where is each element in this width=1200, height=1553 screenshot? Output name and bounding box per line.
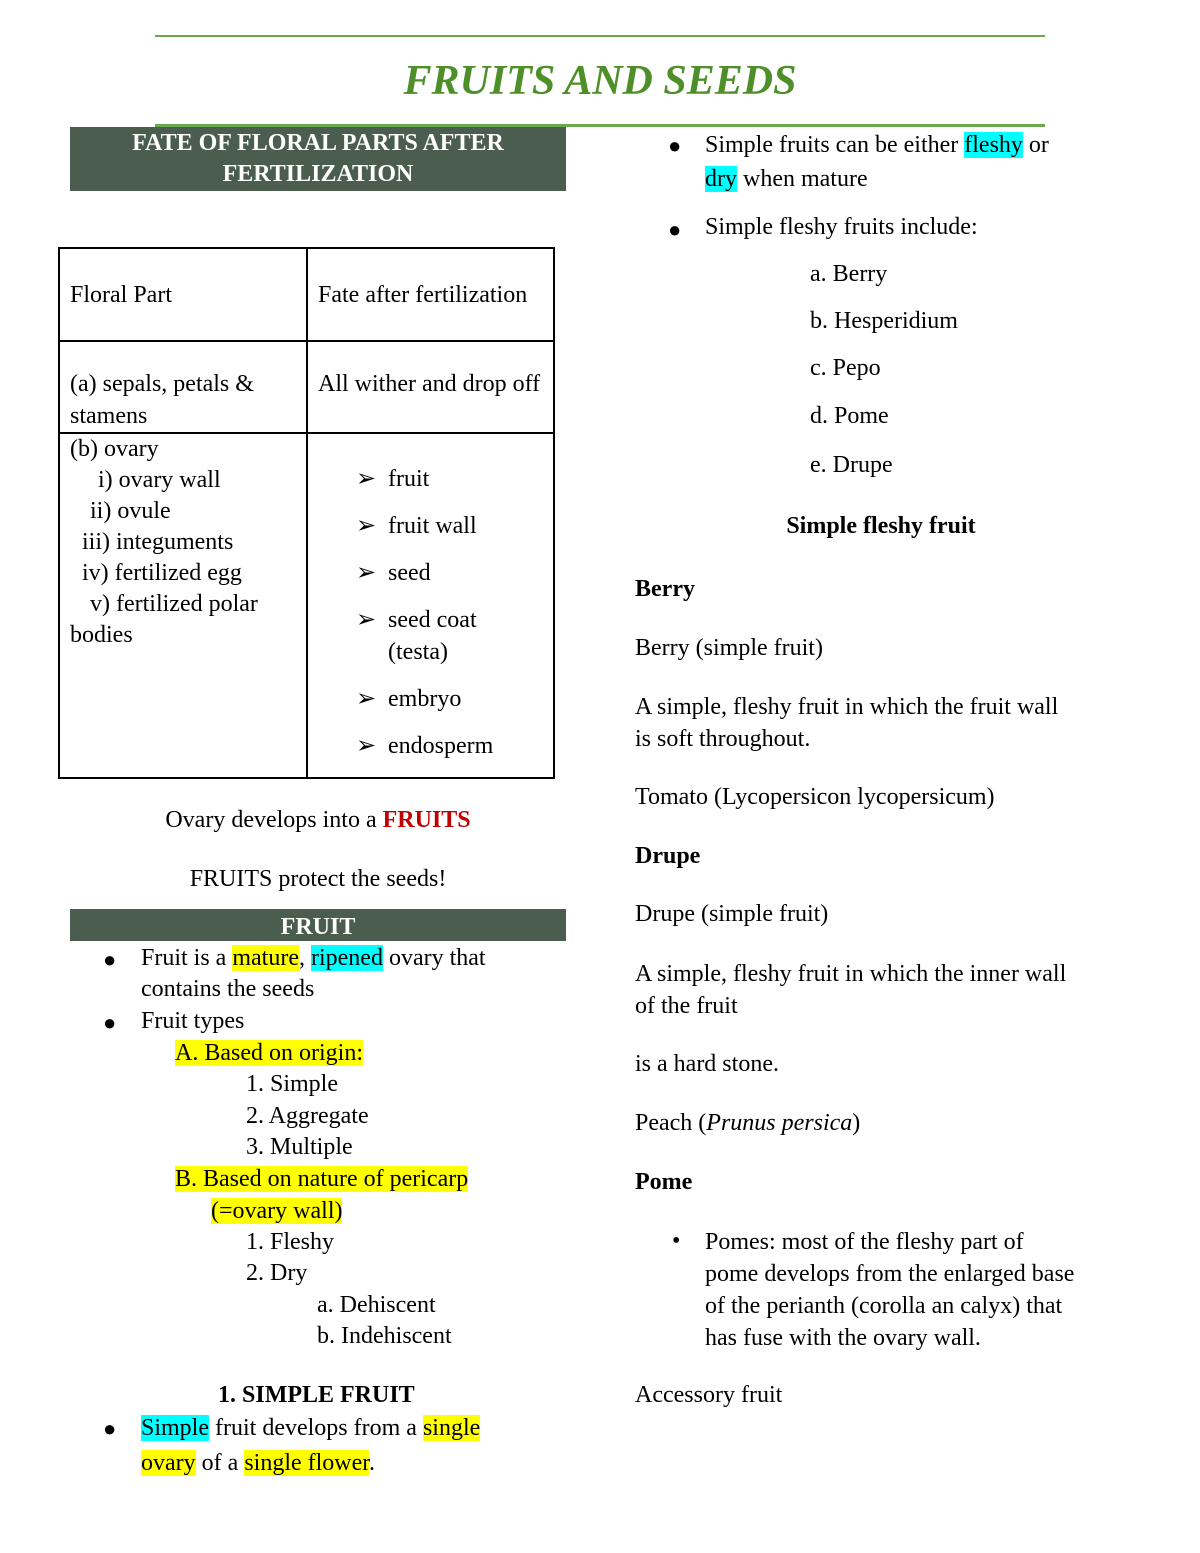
list-item: ➢ seed <box>356 557 543 589</box>
origin-item-simple: 1. Simple <box>246 1071 339 1097</box>
berry-subheading: Berry (simple fruit) <box>635 635 823 661</box>
arrow-bullet-icon: ➢ <box>356 560 377 586</box>
dry-item-indehiscent: b. Indehiscent <box>317 1323 452 1349</box>
fate-list <box>356 463 543 762</box>
accessory-fruit: Accessory fruit <box>635 1382 783 1408</box>
fleshy-item-pepo: c. Pepo <box>810 355 881 381</box>
table-cell-wither: All wither and drop off <box>307 341 554 433</box>
bodies-line: bodies <box>70 622 133 648</box>
fleshy-item-berry: a. Berry <box>810 261 888 287</box>
fruit-types-label: Fruit types <box>141 1008 245 1034</box>
origin-item-aggregate: 2. Aggregate <box>246 1103 369 1129</box>
pericarp-item-dry: 2. Dry <box>246 1260 308 1286</box>
bullet-icon: ● <box>668 217 682 242</box>
ovary-develops-line: Ovary develops into a FRUITS <box>165 807 471 833</box>
drupe-stone: is a hard stone. <box>635 1051 779 1077</box>
berry-definition: A simple, fleshy fruit in which the fruit wall is soft throughout. <box>635 694 1059 752</box>
ovary-line: (b) ovary <box>70 436 159 462</box>
table-header-floral-part: Floral Part <box>59 248 307 341</box>
peach-example: Peach (Prunus persica) <box>635 1110 861 1136</box>
bullet-icon: • <box>672 1228 681 1254</box>
fruits-protect-line: FRUITS protect the seeds! <box>189 866 447 892</box>
ovary-wall-line: i) ovary wall <box>98 467 221 493</box>
bullet-icon: ● <box>103 1416 117 1441</box>
simple-either-text: Simple fruits can be either fleshy or dry when mature <box>705 132 1049 192</box>
polar-bodies-line: v) fertilized polar <box>90 591 258 617</box>
pome-heading: Pome <box>635 1169 693 1195</box>
list-item: ➢ seed coat (testa) <box>356 604 508 668</box>
fleshy-include-text: Simple fleshy fruits include: <box>705 214 978 240</box>
pome-definition: Pomes: most of the fleshy part of pome develops from the enlarged base of the perianth (corolla an calyx) that has fuse with the ovary wall. <box>705 1229 1075 1351</box>
page-title: FRUITS AND SEEDS <box>403 58 797 104</box>
origin-heading: A. Based on origin: <box>175 1040 363 1066</box>
integuments-line: iii) integuments <box>82 529 234 555</box>
fruits-emphasis: FRUITS <box>382 807 471 833</box>
floral-fate-table <box>58 247 555 779</box>
table-cell-ovary <box>59 433 307 778</box>
arrow-bullet-icon: ➢ <box>356 607 377 633</box>
berry-example: Tomato (Lycopersicon lycopersicum) <box>635 784 995 810</box>
bullet-icon: ● <box>103 1010 117 1035</box>
pericarp-heading-line2: (=ovary wall) <box>211 1198 343 1224</box>
arrow-bullet-icon: ➢ <box>356 466 377 492</box>
fate-banner <box>70 127 566 191</box>
arrow-bullet-icon: ➢ <box>356 513 377 539</box>
simple-fleshy-heading: Simple fleshy fruit <box>786 513 976 539</box>
berry-heading: Berry <box>635 576 695 602</box>
table-cell-sepals: (a) sepals, petals & stamens <box>59 341 307 433</box>
list-item: ➢ fruit <box>356 463 543 495</box>
arrow-bullet-icon: ➢ <box>356 686 377 712</box>
fleshy-item-hesperidium: b. Hesperidium <box>810 308 958 334</box>
top-rule <box>155 35 1045 37</box>
fate-banner-line1: FATE OF FLORAL PARTS AFTER <box>132 130 504 156</box>
bullet-icon: ● <box>668 133 682 158</box>
simple-fruit-heading: 1. SIMPLE FRUIT <box>218 1382 415 1408</box>
list-item: ➢ fruit wall <box>356 510 543 542</box>
bullet-icon: ● <box>103 947 117 972</box>
list-item: ➢ endosperm <box>356 730 543 762</box>
pericarp-heading-line1: B. Based on nature of pericarp <box>175 1166 469 1192</box>
drupe-definition: A simple, fleshy fruit in which the inner wall of the fruit <box>635 961 1067 1019</box>
dry-item-dehiscent: a. Dehiscent <box>317 1292 436 1318</box>
fleshy-item-drupe: e. Drupe <box>810 452 893 478</box>
list-item: ➢ embryo <box>356 683 543 715</box>
fruit-banner: FRUIT <box>70 909 566 941</box>
fertilized-egg-line: iv) fertilized egg <box>82 560 242 586</box>
simple-fruit-definition: Simple fruit develops from a single ovary of a single flower. <box>141 1415 481 1476</box>
fate-banner-line2: FERTILIZATION <box>222 161 414 187</box>
table-header-fate: Fate after fertilization <box>307 248 554 341</box>
origin-item-multiple: 3. Multiple <box>246 1134 353 1160</box>
pericarp-item-fleshy: 1. Fleshy <box>246 1229 335 1255</box>
drupe-subheading: Drupe (simple fruit) <box>635 901 829 927</box>
arrow-bullet-icon: ➢ <box>356 733 377 759</box>
fleshy-item-pome: d. Pome <box>810 403 889 429</box>
ovule-line: ii) ovule <box>90 498 171 524</box>
table-cell-fates <box>307 433 554 778</box>
fruit-definition: Fruit is a mature, ripened ovary that contains the seeds <box>141 945 486 1002</box>
drupe-heading: Drupe <box>635 843 701 869</box>
